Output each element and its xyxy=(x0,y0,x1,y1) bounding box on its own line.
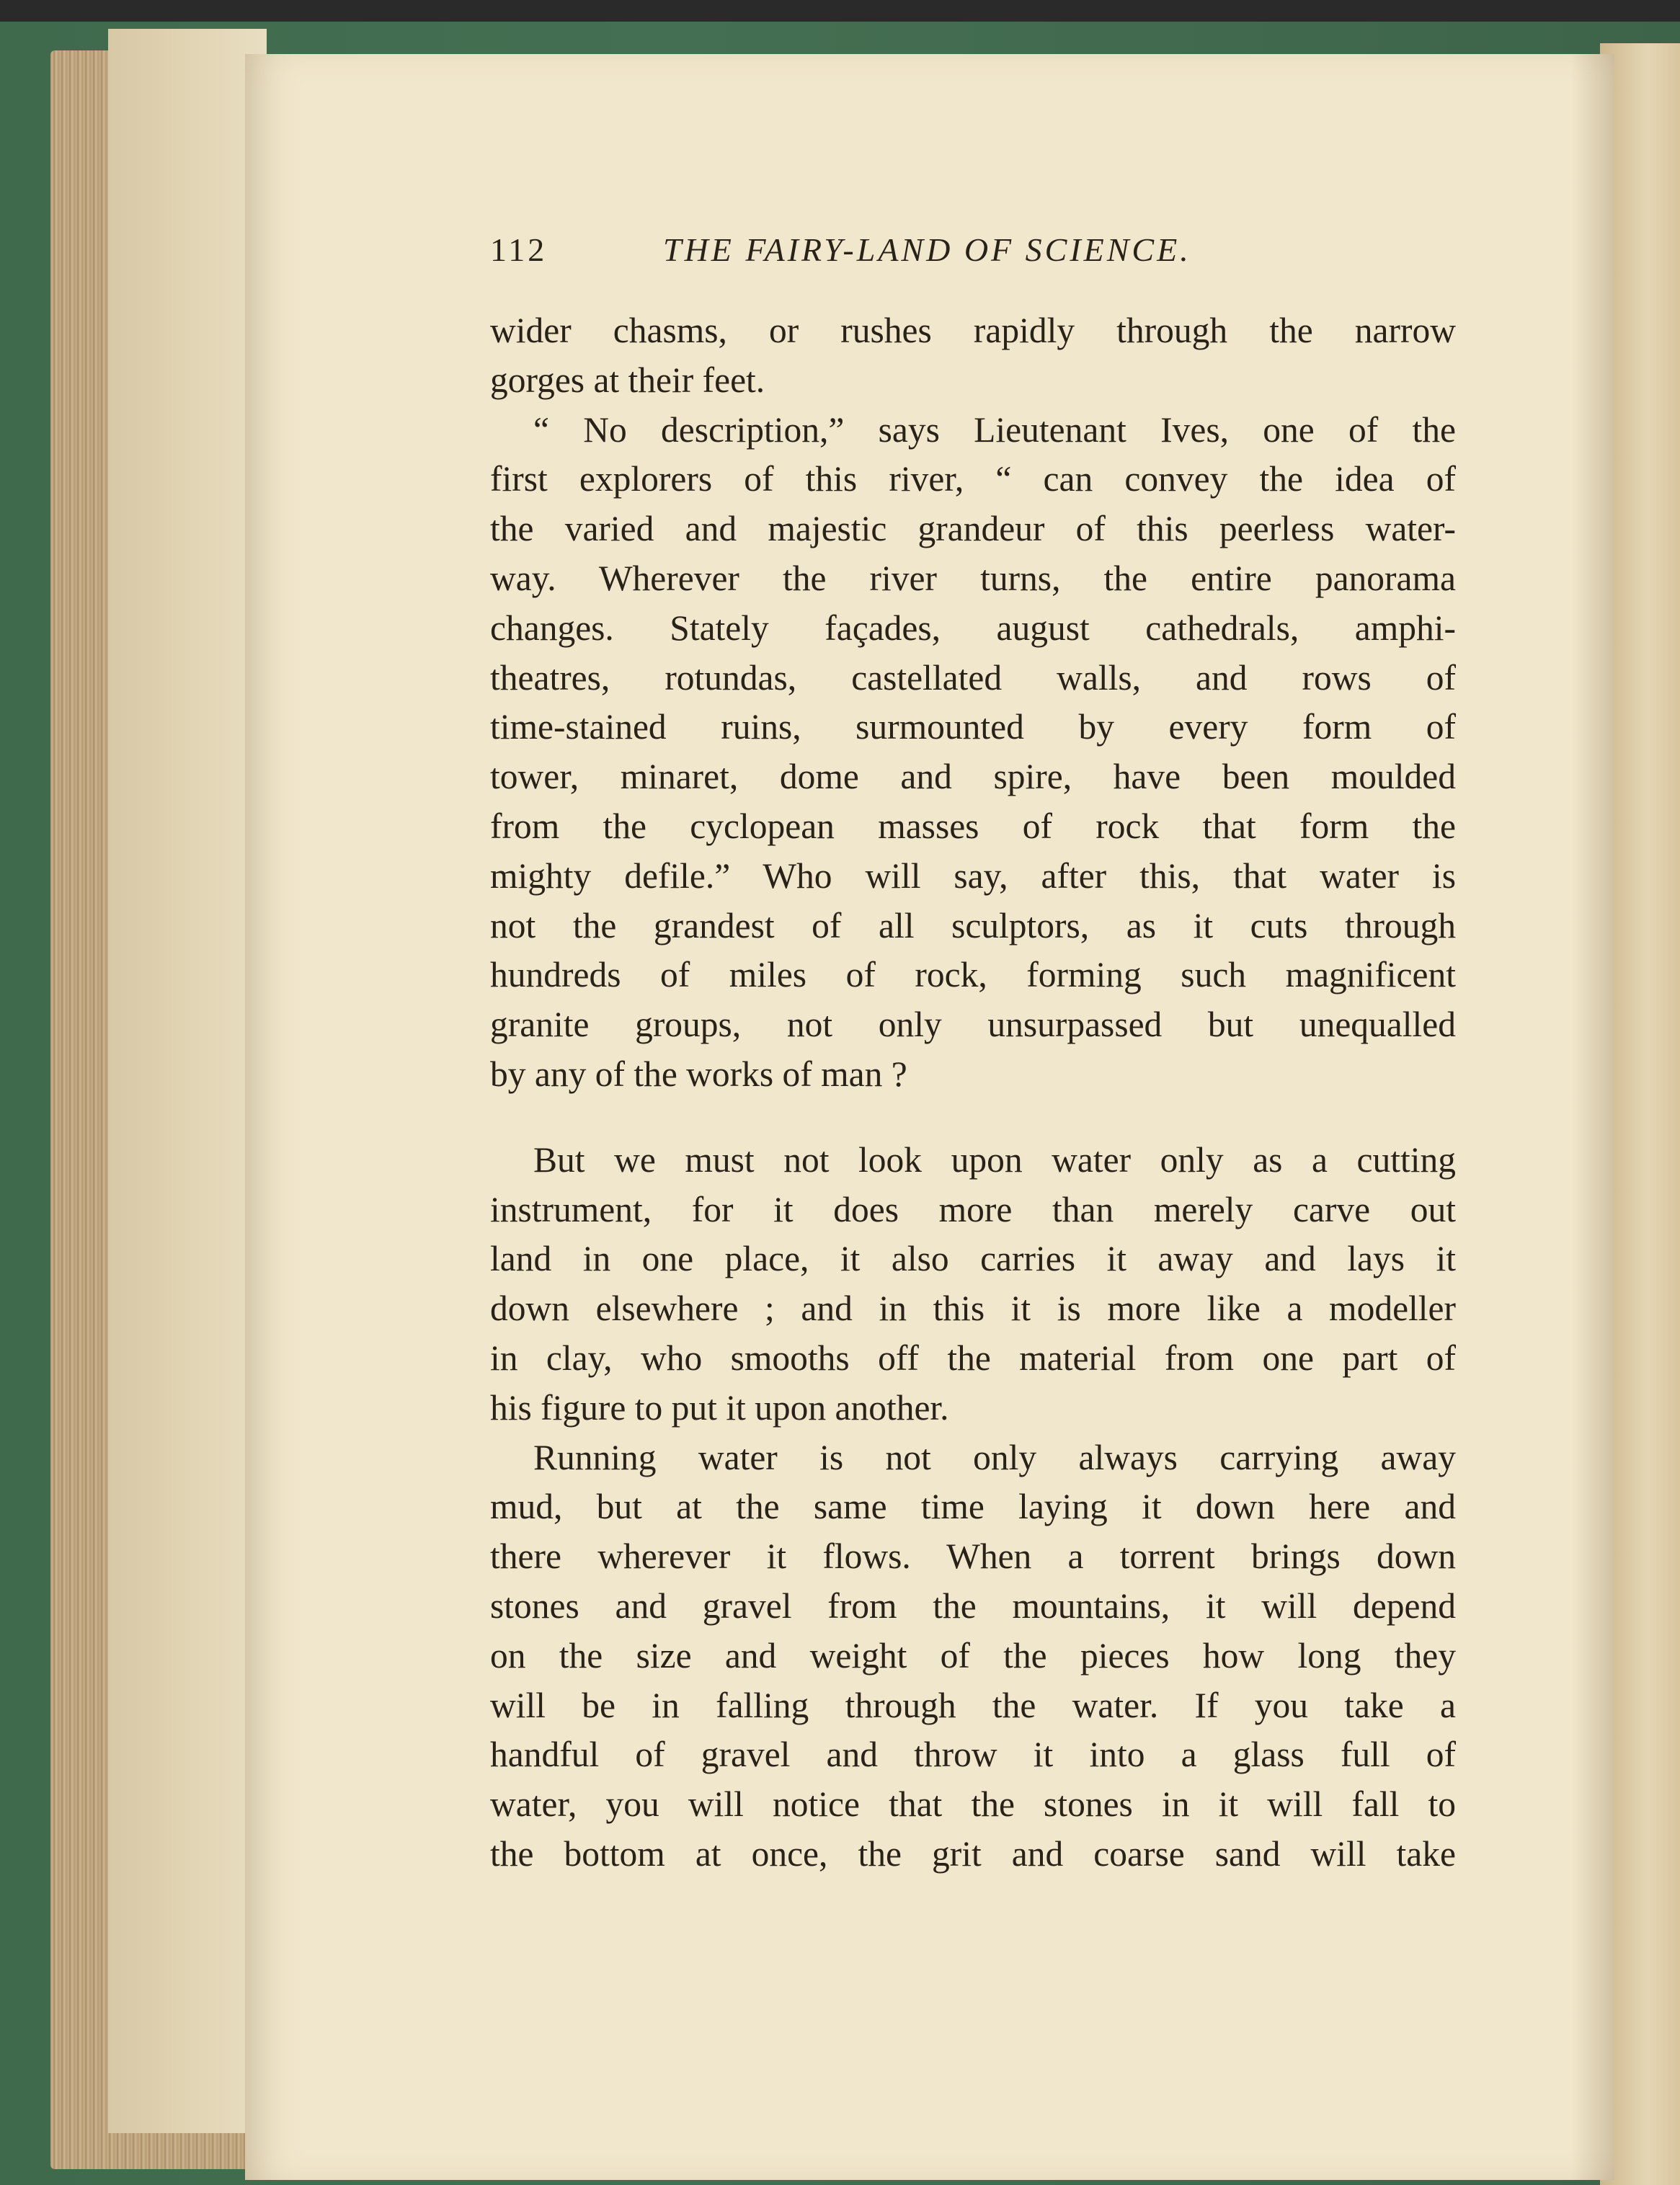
text-line: mud, but at the same time laying it down here and xyxy=(490,1487,1456,1527)
text-line: time-stained ruins, surmounted by every form of xyxy=(490,707,1456,747)
text-line: granite groups, not only unsurpassed but unequalled xyxy=(490,1005,1456,1045)
running-title: THE FAIRY-LAND OF SCIENCE. xyxy=(663,231,1191,268)
gutter-shadow xyxy=(1571,54,1614,2180)
text-line: the bottom at once, the grit and coarse sand will take xyxy=(490,1833,1456,1874)
running-head xyxy=(490,231,1470,281)
section-break xyxy=(490,1100,1456,1136)
text-line: instrument, for it does more than merely carve out xyxy=(490,1189,1456,1229)
body-text xyxy=(490,306,1456,1879)
text-line: wider chasms, or rushes rapidly through the narrow xyxy=(490,311,1456,350)
text-line: will be in falling through the water. If you take a xyxy=(490,1685,1456,1725)
page-edge-highlight xyxy=(108,29,267,2133)
text-line: on the size and weight of the pieces how long they xyxy=(490,1635,1456,1676)
text-line: land in one place, it also carries it away and lays it xyxy=(490,1239,1456,1279)
text-line: down elsewhere ; and in this it is more like a modeller xyxy=(490,1289,1456,1329)
text-line: tower, minaret, dome and spire, have been moulded xyxy=(490,757,1456,797)
text-line: theatres, rotundas, castellated walls, and rows of xyxy=(490,657,1456,698)
text-line: “ No description,” says Lieutenant Ives, one of the xyxy=(533,409,1456,450)
text-line: Running water is not only always carrying away xyxy=(533,1437,1456,1477)
text-line: way. Wherever the river turns, the entire panorama xyxy=(490,558,1456,598)
text-line: But we must not look upon water only as a cutting xyxy=(533,1139,1456,1180)
text-line: stones and gravel from the mountains, it will depend xyxy=(490,1585,1456,1626)
text-line: the varied and majestic grandeur of this peerless water- xyxy=(490,509,1456,549)
text-line: gorges at their feet. xyxy=(490,360,765,400)
text-line: handful of gravel and throw it into a glass full of xyxy=(490,1735,1456,1775)
text-line: hundreds of miles of rock, forming such magnificent xyxy=(490,955,1456,995)
text-line: from the cyclopean masses of rock that form the xyxy=(490,806,1456,846)
page-number: 112 xyxy=(490,231,548,268)
text-line: first explorers of this river, “ can convey the idea of xyxy=(490,459,1456,499)
text-line: mighty defile.” Who will say, after this, that water is xyxy=(490,855,1456,896)
text-line: not the grandest of all sculptors, as it cuts through xyxy=(490,905,1456,945)
text-line: in clay, who smooths off the material from one part of xyxy=(490,1338,1456,1378)
text-line: there wherever it flows. When a torrent brings down xyxy=(490,1536,1456,1577)
text-line: changes. Stately façades, august cathedrals, amphi- xyxy=(490,608,1456,648)
text-line: water, you will notice that the stones in it will fall to xyxy=(490,1784,1456,1825)
text-line: his figure to put it upon another. xyxy=(490,1387,949,1428)
text-line: by any of the works of man ? xyxy=(490,1054,907,1094)
